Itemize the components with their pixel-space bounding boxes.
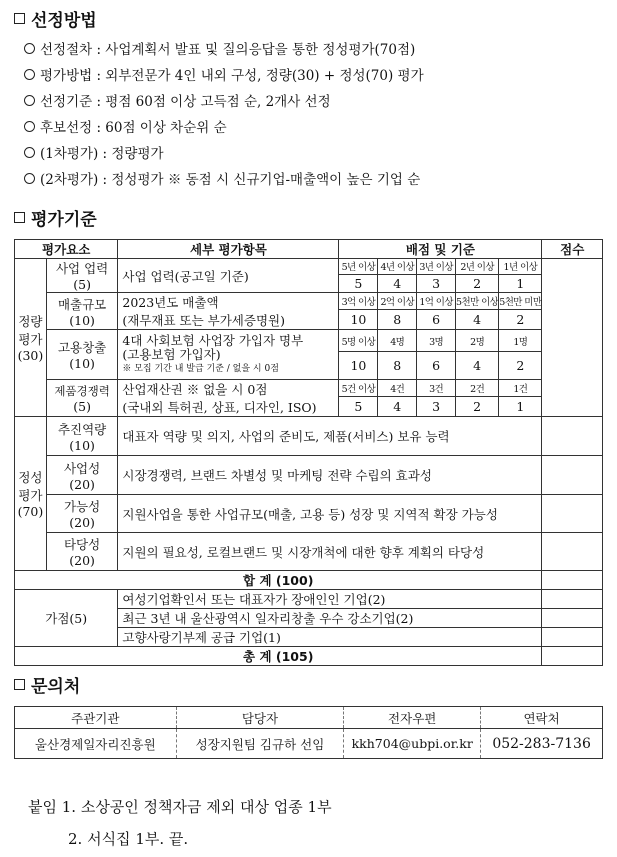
bonus-score[interactable] xyxy=(542,628,603,647)
contact-header-person: 담당자 xyxy=(176,707,344,729)
contact-email[interactable]: kkh704@ubpi.or.kr xyxy=(344,729,481,759)
criteria-cell: 2건 xyxy=(456,380,499,397)
bonus-item: 최근 3년 내 울산광역시 일자리창출 우수 강소기업(2) xyxy=(118,609,542,628)
bonus-label: 가점(5) xyxy=(15,590,118,647)
points-cell: 4 xyxy=(456,309,499,329)
detail-job-creation: 4대 사회보험 사업장 가입자 명부 (고용보험 가입자) ※ 모집 기간 내 발급 기준 / 없을 시 0점 xyxy=(118,330,339,380)
points-cell: 4 xyxy=(378,396,417,416)
header-score-criteria: 배점 및 기준 xyxy=(339,240,542,259)
factor-business-viability: 사업성 (20) xyxy=(46,456,118,495)
points-cell: 8 xyxy=(378,309,417,329)
bonus-score[interactable] xyxy=(542,609,603,628)
criteria-cell: 5천만 미만 xyxy=(499,293,542,310)
score-cell[interactable] xyxy=(542,533,603,571)
factor-job-creation: 고용창출 (10) xyxy=(46,330,118,380)
points-cell: 4 xyxy=(456,352,499,380)
points-cell: 6 xyxy=(417,352,456,380)
criteria-cell: 1건 xyxy=(499,380,542,397)
subtotal-label: 합 계 (100) xyxy=(15,571,542,590)
detail-product-competitiveness: 산업재산권 ※ 없을 시 0점 (국내외 특허권, 상표, 디자인, ISO) xyxy=(118,380,339,417)
contact-phone: 052-283-7136 xyxy=(481,729,603,759)
selection-item: (2차평가) : 정성평가 ※ 동점 시 신규기업-매출액이 높은 기업 순 xyxy=(24,168,420,188)
criteria-cell: 2명 xyxy=(456,330,499,352)
points-cell: 8 xyxy=(378,352,417,380)
criteria-cell: 3년 이상 xyxy=(417,259,456,275)
criteria-cell: 1년 이상 xyxy=(499,259,542,275)
detail-sales-scale: 2023년도 매출액 (재무재표 또는 부가세증명원) xyxy=(118,293,339,330)
bonus-item: 고향사랑기부제 공급 기업(1) xyxy=(118,628,542,647)
evaluation-table xyxy=(14,239,603,666)
selection-item: 선정절차 : 사업계획서 발표 및 질의응답을 통한 정성평가(70점) xyxy=(24,38,415,58)
criteria-cell: 3억 이상 xyxy=(339,293,378,310)
section-heading-criteria: 평가기준 xyxy=(14,205,97,230)
attachment-line-1: 붙임 1. 소상공인 정책자금 제외 대상 업종 1부 xyxy=(28,798,332,816)
total-label: 총 계 (105) xyxy=(15,647,542,666)
total-score[interactable] xyxy=(542,647,603,666)
criteria-cell: 5년 이상 xyxy=(339,259,378,275)
contact-person: 성장지원팀 김규하 선임 xyxy=(176,729,344,759)
quant-group-label: 정량 평가 (30) xyxy=(15,259,47,417)
points-cell: 10 xyxy=(339,352,378,380)
points-cell: 10 xyxy=(339,309,378,329)
criteria-cell: 5천만 이상 xyxy=(456,293,499,310)
points-cell: 2 xyxy=(499,352,542,380)
criteria-cell: 4명 xyxy=(378,330,417,352)
contact-header-phone: 연락처 xyxy=(481,707,603,729)
criteria-cell: 2년 이상 xyxy=(456,259,499,275)
criteria-cell: 4년 이상 xyxy=(378,259,417,275)
attachment-line-2: 2. 서식집 1부. 끝. xyxy=(68,830,189,848)
criteria-cell: 1억 이상 xyxy=(417,293,456,310)
circle-bullet-icon xyxy=(24,69,35,80)
points-cell: 1 xyxy=(499,396,542,416)
factor-sales-scale: 매출규모 (10) xyxy=(46,293,118,330)
detail-potential: 지원사업을 통한 사업규모(매출, 고용 등) 성장 및 지역적 확장 가능성 xyxy=(118,495,542,533)
criteria-cell: 5명 이상 xyxy=(339,330,378,352)
criteria-cell: 3건 xyxy=(417,380,456,397)
header-detail-item: 세부 평가항목 xyxy=(118,240,339,259)
criteria-cell: 1명 xyxy=(499,330,542,352)
bonus-score[interactable] xyxy=(542,590,603,609)
selection-item: 후보선정 : 60점 이상 차순위 순 xyxy=(24,116,227,136)
contact-org: 울산경제일자리진흥원 xyxy=(15,729,177,759)
criteria-cell: 5건 이상 xyxy=(339,380,378,397)
checkbox-square-icon xyxy=(14,679,25,690)
points-cell: 3 xyxy=(417,274,456,292)
criteria-cell: 4건 xyxy=(378,380,417,397)
score-cell-quant[interactable] xyxy=(542,259,603,417)
qual-group-label: 정성 평가 (70) xyxy=(15,417,47,571)
circle-bullet-icon xyxy=(24,121,35,132)
subtotal-score[interactable] xyxy=(542,571,603,590)
detail-business-history: 사업 업력(공고일 기준) xyxy=(118,259,339,293)
score-cell[interactable] xyxy=(542,456,603,495)
checkbox-square-icon xyxy=(14,13,25,24)
header-score: 점수 xyxy=(542,240,603,259)
circle-bullet-icon xyxy=(24,173,35,184)
detail-business-viability: 시장경쟁력, 브랜드 차별성 및 마케팅 전략 수립의 효과성 xyxy=(118,456,542,495)
selection-item: 평가방법 : 외부전문가 4인 내외 구성, 정량(30) + 정성(70) 평가 xyxy=(24,64,424,84)
factor-product-competitiveness: 제품경쟁력 (5) xyxy=(46,380,118,417)
section-heading-contact: 문의처 xyxy=(14,672,80,697)
points-cell: 6 xyxy=(417,309,456,329)
contact-table xyxy=(14,706,603,759)
points-cell: 3 xyxy=(417,396,456,416)
selection-item: (1차평가) : 정량평가 xyxy=(24,142,164,162)
checkbox-square-icon xyxy=(14,212,25,223)
contact-header-email: 전자우편 xyxy=(344,707,481,729)
circle-bullet-icon xyxy=(24,43,35,54)
circle-bullet-icon xyxy=(24,147,35,158)
circle-bullet-icon xyxy=(24,95,35,106)
points-cell: 1 xyxy=(499,274,542,292)
points-cell: 5 xyxy=(339,396,378,416)
criteria-cell: 3명 xyxy=(417,330,456,352)
points-cell: 2 xyxy=(499,309,542,329)
points-cell: 4 xyxy=(378,274,417,292)
bonus-item: 여성기업확인서 또는 대표자가 장애인인 기업(2) xyxy=(118,590,542,609)
points-cell: 5 xyxy=(339,274,378,292)
selection-item: 선정기준 : 평점 60점 이상 고득점 순, 2개사 선정 xyxy=(24,90,331,110)
points-cell: 2 xyxy=(456,396,499,416)
header-eval-factor: 평가요소 xyxy=(15,240,118,259)
criteria-cell: 2억 이상 xyxy=(378,293,417,310)
contact-header-org: 주관기관 xyxy=(15,707,177,729)
factor-capability: 추진역량 (10) xyxy=(46,417,118,456)
score-cell[interactable] xyxy=(542,495,603,533)
factor-validity: 타당성 (20) xyxy=(46,533,118,571)
section-heading-selection: 선정방법 xyxy=(14,6,97,31)
score-cell[interactable] xyxy=(542,417,603,456)
points-cell: 2 xyxy=(456,274,499,292)
factor-potential: 가능성 (20) xyxy=(46,495,118,533)
factor-business-history: 사업 업력 (5) xyxy=(46,259,118,293)
detail-capability: 대표자 역량 및 의지, 사업의 준비도, 제품(서비스) 보유 능력 xyxy=(118,417,542,456)
detail-validity: 지원의 필요성, 로컬브랜드 및 시장개척에 대한 향후 계획의 타당성 xyxy=(118,533,542,571)
